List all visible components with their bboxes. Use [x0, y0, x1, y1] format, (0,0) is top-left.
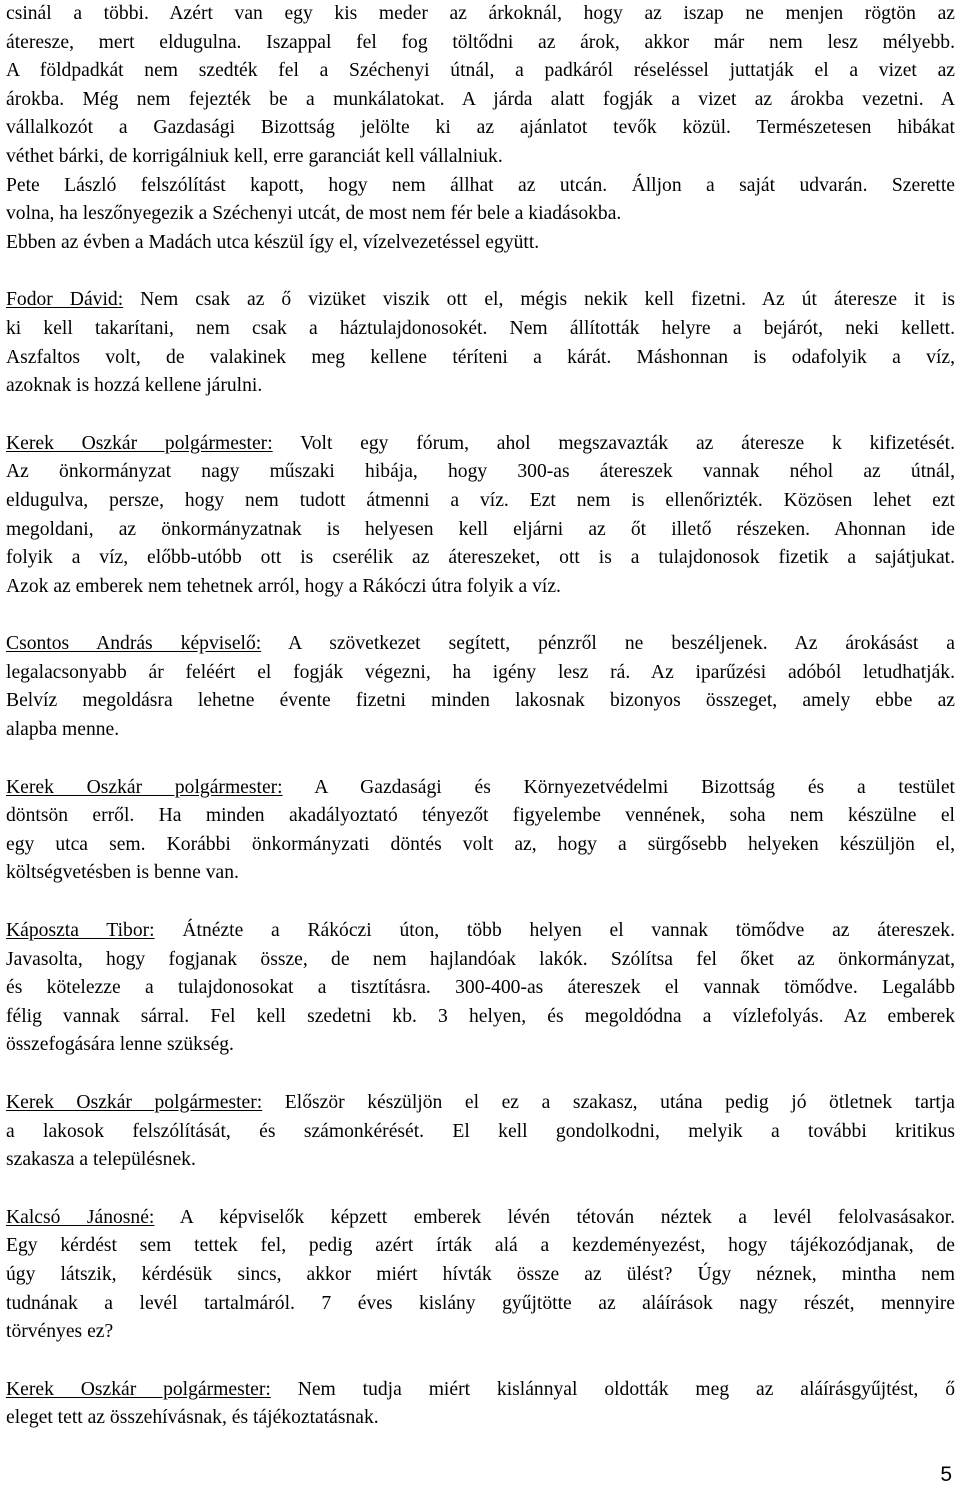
- text-line: egy utca sem. Korábbi önkormányzati döntés volt az, hogy a sürgősebb helyeken készüljön el,: [6, 833, 955, 855]
- text-line: alapba menne.: [6, 719, 120, 741]
- paragraph-gap: [6, 401, 955, 430]
- text-line: [6, 1204, 955, 1233]
- speaker-name: Fodor Dávid:: [6, 289, 124, 311]
- paragraph-gap: [6, 257, 955, 286]
- text-line: Belvíz megoldásra lehetne évente fizetni minden lakosnak bizonyos összeget, amely ebbe az: [6, 690, 955, 712]
- text-line: Aszfaltos volt, de valakinek meg kellene téríteni a kárát. Máshonnan is odafolyik a víz,: [6, 346, 955, 368]
- speech-text: Nem csak az ő vizüket viszik ott el, mégis nekik kell fizetni. Az út áteresze it is: [123, 289, 955, 311]
- intro-paragraph: [6, 0, 955, 257]
- text-line: [6, 1376, 955, 1405]
- speaker-name: Kerek Oszkár polgármester:: [6, 776, 283, 798]
- speech-csontos-andras: [6, 630, 955, 744]
- text-line: összefogására lenne szükség.: [6, 1034, 234, 1056]
- text-line: eleget tett az összehívásnak, és tájékoztatásnak.: [6, 1407, 379, 1429]
- text-line: törvényes ez?: [6, 1321, 114, 1343]
- text-line: árokba. Még nem fejezték be a munkálatokat. A járda alatt fogják a vizet az árokba vezetni. A: [6, 88, 955, 110]
- speaker-name: Csontos András képviselő:: [6, 633, 262, 655]
- speech-text: Volt egy fórum, ahol megszavazták az áteresze k kifizetését.: [272, 432, 955, 454]
- speech-kalcso-janosne: [6, 1204, 955, 1347]
- text-line: folyik a víz, előbb-utóbb ott is cserélik az átereszeket, ott is a tulajdonosok fizetik a sajátjukat.: [6, 547, 955, 569]
- speech-text: Átnézte a Rákóczi úton, több helyen el vannak tömődve az átereszek.: [154, 920, 955, 942]
- text-line: véthet bárki, de korrigálniuk kell, erre garanciát kell vállalniuk.: [6, 145, 503, 167]
- text-line: legalacsonyabb ár feléért el fogják végezni, ha igény lesz rá. Az iparűzési adóból letudhatják.: [6, 661, 955, 683]
- paragraph-gap: [6, 1060, 955, 1089]
- speaker-name: Kerek Oszkár polgármester:: [6, 1378, 271, 1400]
- text-line: megoldani, az önkormányzatnak is helyesen kell eljárni az őt illető részeken. Ahonnan ide: [6, 518, 955, 540]
- paragraph-gap: [6, 1347, 955, 1376]
- text-line: Egy kérdést sem tettek fel, pedig azért írták alá a kezdeményezést, hogy tájékozódjanak, de: [6, 1235, 955, 1257]
- text-line: Javasolta, hogy fogjanak össze, de nem hajlandóak lakók. Szólítsa fel őket az önkormányzat,: [6, 948, 955, 970]
- text-line: [6, 286, 955, 315]
- text-line: Pete László felszólítást kapott, hogy nem állhat az utcán. Álljon a saját udvarán. Szerette: [6, 174, 955, 196]
- text-line: úgy látszik, kérdésük sincs, akkor miért hívták össze az ülést? Úgy néznek, mintha nem: [6, 1263, 955, 1285]
- speech-kerek-oszkar: [6, 430, 955, 602]
- speech-fodor-david: [6, 286, 955, 400]
- speaker-name: Kerek Oszkár polgármester:: [6, 432, 273, 454]
- paragraph-gap: [6, 601, 955, 630]
- text-line: Az önkormányzat nagy műszaki hibája, hogy 300-as átereszek vannak néhol az útnál,: [6, 461, 955, 483]
- speech-text: A szövetkezet segített, pénzről ne beszéljenek. Az árokásást a: [261, 633, 956, 655]
- text-line: eldugulva, persze, hogy nem tudott átmenni a víz. Ezt nem is ellenőrizték. Közösen lehet ezt: [6, 489, 955, 511]
- text-line: [6, 1089, 955, 1118]
- text-line: [6, 917, 955, 946]
- text-line: döntsön erről. Ha minden akadályoztató tényezőt figyelembe vennének, soha nem készülne el: [6, 805, 955, 827]
- text-line: csinál a többi. Azért van egy kis meder az árkoknál, hogy az iszap ne menjen rögtön az: [6, 3, 955, 24]
- speech-text: A Gazdasági és Környezetvédelmi Bizottság és a testület: [282, 776, 955, 798]
- speech-kaposzta-tibor: [6, 917, 955, 1060]
- text-line: volna, ha leszőnyegezik a Széchenyi utcát, de most nem fér bele a kiadásokba.: [6, 203, 622, 225]
- text-line: [6, 630, 955, 659]
- text-line: Ebben az évben a Madách utca készül így el, vízelvezetéssel együtt.: [6, 231, 540, 253]
- text-line: szakasza a településnek.: [6, 1149, 196, 1171]
- paragraph-gap: [6, 888, 955, 917]
- text-line: [6, 774, 955, 803]
- text-line: vállalkozót a Gazdasági Bizottság jelölte ki az ajánlatot tevők közül. Természetesen hibákat: [6, 117, 955, 139]
- page-number: 5: [940, 1463, 952, 1486]
- text-line: áteresze, mert eldugulna. Iszappal fel fog töltődni az árok, akkor már nem lesz mélyebb.: [6, 31, 955, 53]
- speaker-name: Kerek Oszkár polgármester:: [6, 1092, 263, 1113]
- text-line: azoknak is hozzá kellene járulni.: [6, 375, 263, 397]
- speaker-name: Kalcsó Jánosné:: [6, 1206, 155, 1228]
- text-line: A földpadkát nem szedték fel a Széchenyi útnál, a padkáról réseléssel juttatják el a vizet az: [6, 60, 955, 82]
- paragraph-gap: [6, 745, 955, 774]
- text-line: és kötelezze a tulajdonosokat a tisztításra. 300-400-as átereszek el vannak tömődve. Legalább: [6, 977, 955, 999]
- speech-text: Nem tudja miért kislánnyal oldották meg az aláírásgyűjtést, ő: [270, 1378, 955, 1400]
- text-line: tudnának a levél tartalmáról. 7 éves kislány gyűjtötte az aláírások nagy részét, mennyire: [6, 1292, 955, 1314]
- speech-kerek-oszkar: [6, 1376, 955, 1433]
- text-line: félig vannak sárral. Fel kell szedetni kb. 3 helyen, és megoldódna a vízlefolyás. Az emberek: [6, 1005, 955, 1027]
- text-line: Azok az emberek nem tehetnek arról, hogy a Rákóczi útra folyik a víz.: [6, 575, 561, 597]
- text-line: [6, 430, 955, 459]
- text-line: költségvetésben is benne van.: [6, 862, 239, 884]
- paragraph-gap: [6, 1175, 955, 1204]
- speech-kerek-oszkar: [6, 1089, 955, 1175]
- speaker-name: Káposzta Tibor:: [6, 920, 155, 942]
- text-line: a lakosok felszólítását, és számonkérését. El kell gondolkodni, melyik a további kritikus: [6, 1120, 955, 1142]
- text-line: ki kell takarítani, nem csak a háztulajdonosokét. Nem állították helyre a bejárót, neki kellett.: [6, 317, 955, 339]
- speech-text: A képviselők képzett emberek lévén tétován néztek a levél felolvasásakor.: [154, 1206, 955, 1228]
- speech-kerek-oszkar: [6, 774, 955, 888]
- speech-text: Először készüljön el ez a szakasz, utána pedig jó ötletnek tartja: [262, 1092, 955, 1113]
